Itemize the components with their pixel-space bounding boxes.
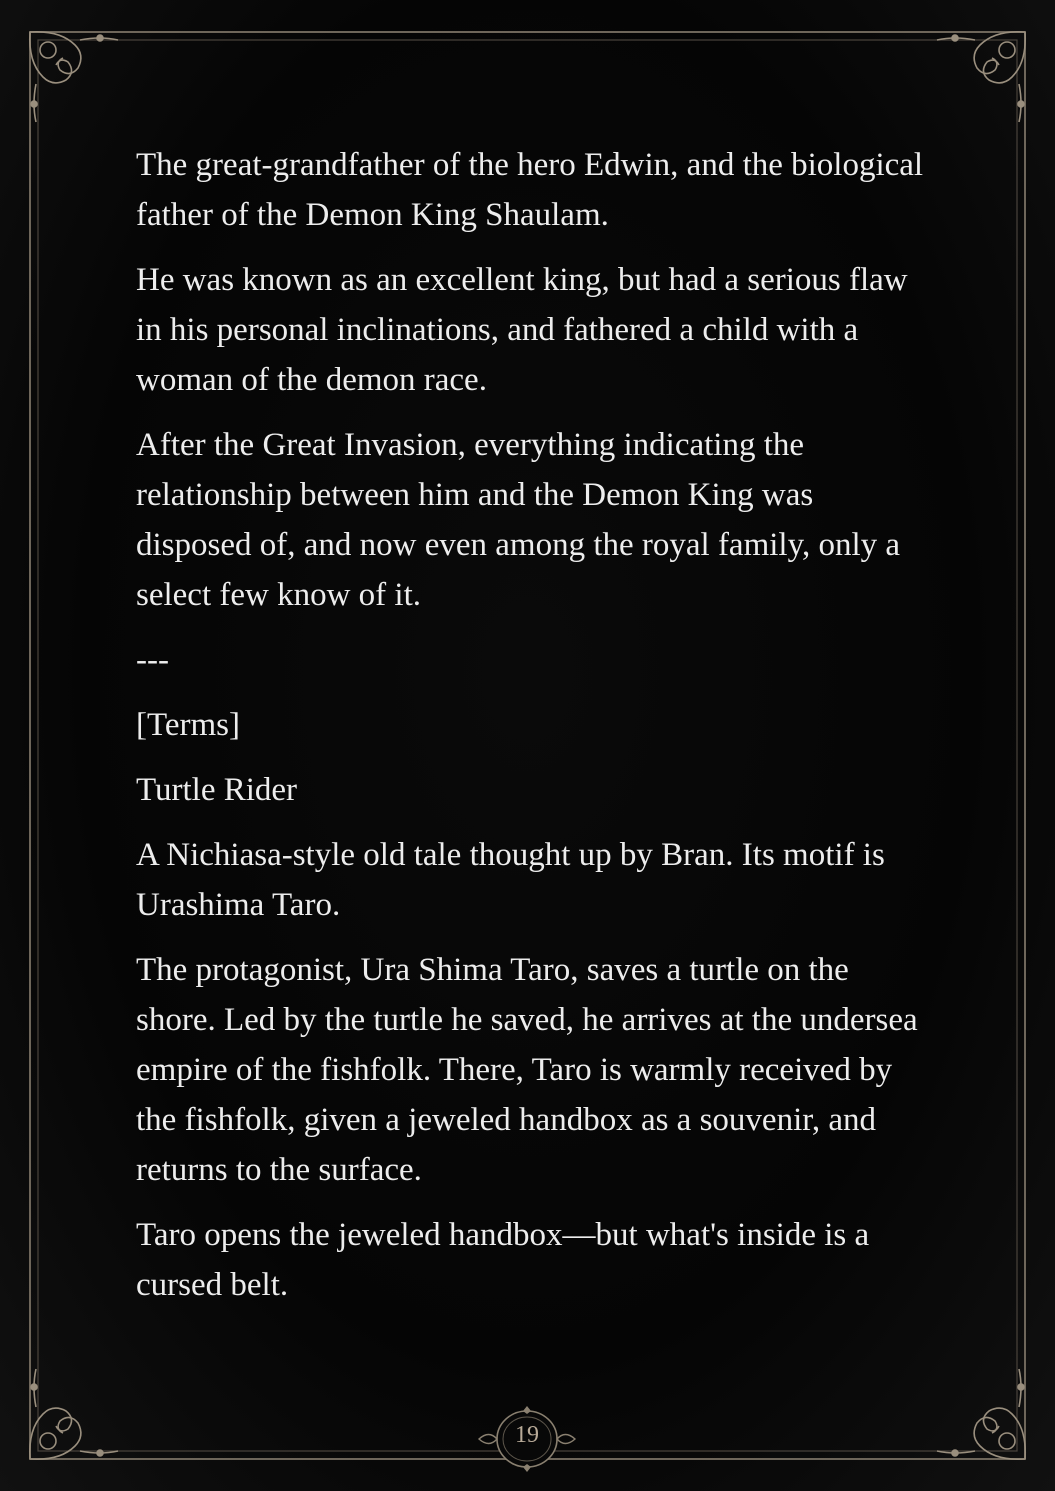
paragraph: Taro opens the jeweled handbox—but what's inside is a cursed belt. — [136, 1217, 870, 1303]
section-divider: --- — [136, 642, 169, 678]
page-number-badge — [477, 1404, 577, 1474]
section-heading: [Terms] — [136, 707, 240, 743]
paragraph: A Nichiasa-style old tale thought up by Bran. Its motif is Urashima Taro. — [136, 837, 885, 923]
corner-ornament-top-left — [30, 32, 118, 122]
page-number: 19 — [515, 1422, 539, 1448]
page-text — [136, 140, 926, 1325]
paragraph: He was known as an excellent king, but had a serious flaw in his personal inclinations, and fathered a child with a woman of the demon race. — [136, 262, 908, 398]
paragraph: After the Great Invasion, everything indicating the relationship between him and the Demon King was disposed of, and now even among the royal family, only a select few know of it. — [136, 427, 901, 613]
corner-ornament-bottom-left — [30, 1369, 118, 1459]
paragraph: The great-grandfather of the hero Edwin, and the biological father of the Demon King Shaulam. — [136, 147, 924, 233]
paragraph: The protagonist, Ura Shima Taro, saves a turtle on the shore. Led by the turtle he saved, he arrives at the undersea empire of the fishfolk. There, Taro is warmly received by the fishfolk, given a jeweled handbox as a souvenir, and returns to the surface. — [136, 952, 918, 1188]
term-title: Turtle Rider — [136, 772, 298, 808]
corner-ornament-top-right — [937, 32, 1025, 122]
corner-ornament-bottom-right — [937, 1369, 1025, 1459]
